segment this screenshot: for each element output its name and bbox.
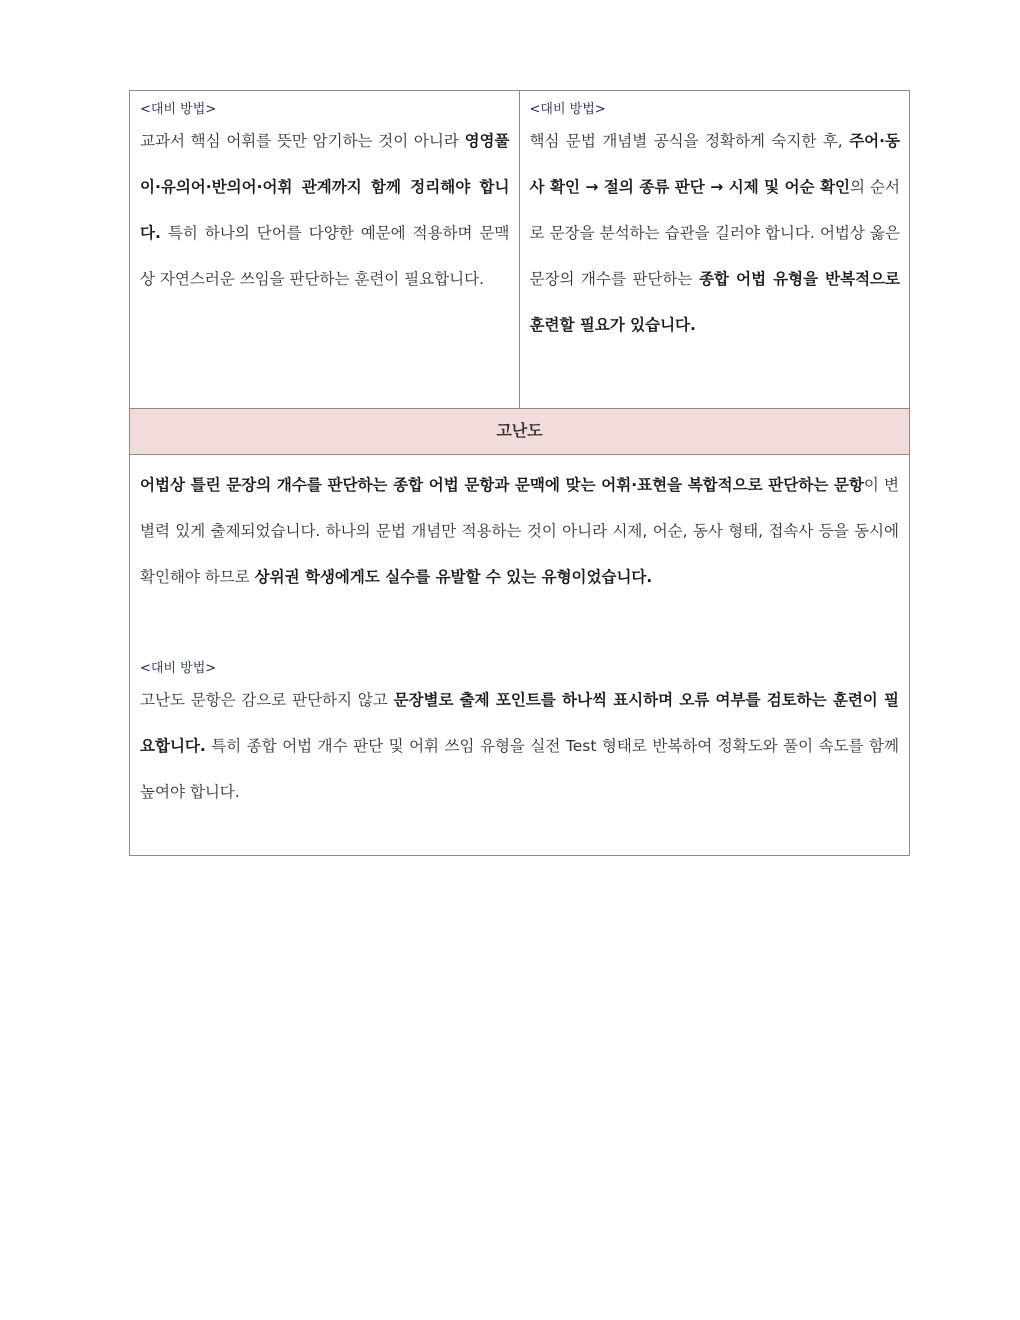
emphasis-run: 문장별로 출제 포인트를 하나씩 표시하며 오류 여부를 검토하는 훈련이 필요합니다.	[140, 691, 900, 755]
prep-row	[130, 91, 909, 409]
difficult-description	[140, 462, 899, 600]
text-run: 교과서 핵심 어휘를 뜻만 암기하는 것이 아니라	[140, 132, 465, 150]
emphasis-run: 어법상 틀린 문장의 개수를 판단하는 종합 어법 문항과 문맥에 맞는 어휘·표현을 복합적으로 판단하는 문항	[140, 476, 864, 494]
difficulty-header: 고난도	[130, 409, 909, 455]
text-run: 의 순서로 문장을 분석하는 습관을 길러야 합니다. 어법상 옳은 문장의 개수를 판단하는	[529, 178, 900, 288]
emphasis-run: 상위권 학생에게도 실수를 유발할 수 있는 유형이었습니다.	[254, 568, 653, 586]
emphasis-run: 주어·동사 확인 → 절의 종류 판단 → 시제 및 어순 확인	[529, 132, 900, 196]
prep-method-label: <대비 방법>	[140, 102, 217, 117]
text-run: 이 변별력 있게 출제되었습니다. 하나의 문법 개념만 적용하는 것이 아니라 시제, 어순, 동사 형태, 접속사 등을 동시에 확인해야 하므로	[140, 476, 900, 586]
text-run: 고난도 문항은 감으로 판단하지 않고	[140, 691, 394, 709]
prep-method-label: <대비 방법>	[529, 102, 606, 117]
difficult-section	[130, 455, 909, 855]
text-run: 핵심 문법 개념별 공식을 정확하게 숙지한 후,	[529, 132, 850, 150]
analysis-table	[129, 90, 910, 856]
spacer	[140, 600, 899, 658]
text-run: 특히 하나의 단어를 다양한 예문에 적용하며 문맥상 자연스러운 쓰임을 판단하는 훈련이 필요합니다.	[140, 224, 510, 288]
vocabulary-prep-text	[140, 118, 510, 302]
grammar-prep-text	[530, 118, 901, 348]
vocabulary-prep-cell	[130, 91, 520, 408]
difficult-prep-text	[140, 677, 899, 815]
prep-method-label: <대비 방법>	[140, 661, 217, 676]
grammar-prep-cell	[520, 91, 910, 408]
emphasis-run: 종합 어법 유형을 반복적으로 훈련할 필요가 있습니다.	[529, 270, 900, 334]
emphasis-run: 영영풀이·유의어·반의어·어휘 관계까지 함께 정리해야 합니다.	[140, 132, 510, 242]
text-run: 특히 종합 어법 개수 판단 및 어휘 쓰임 유형을 실전 Test 형태로 반복하여 정확도와 풀이 속도를 함께 높여야 합니다.	[140, 737, 899, 801]
